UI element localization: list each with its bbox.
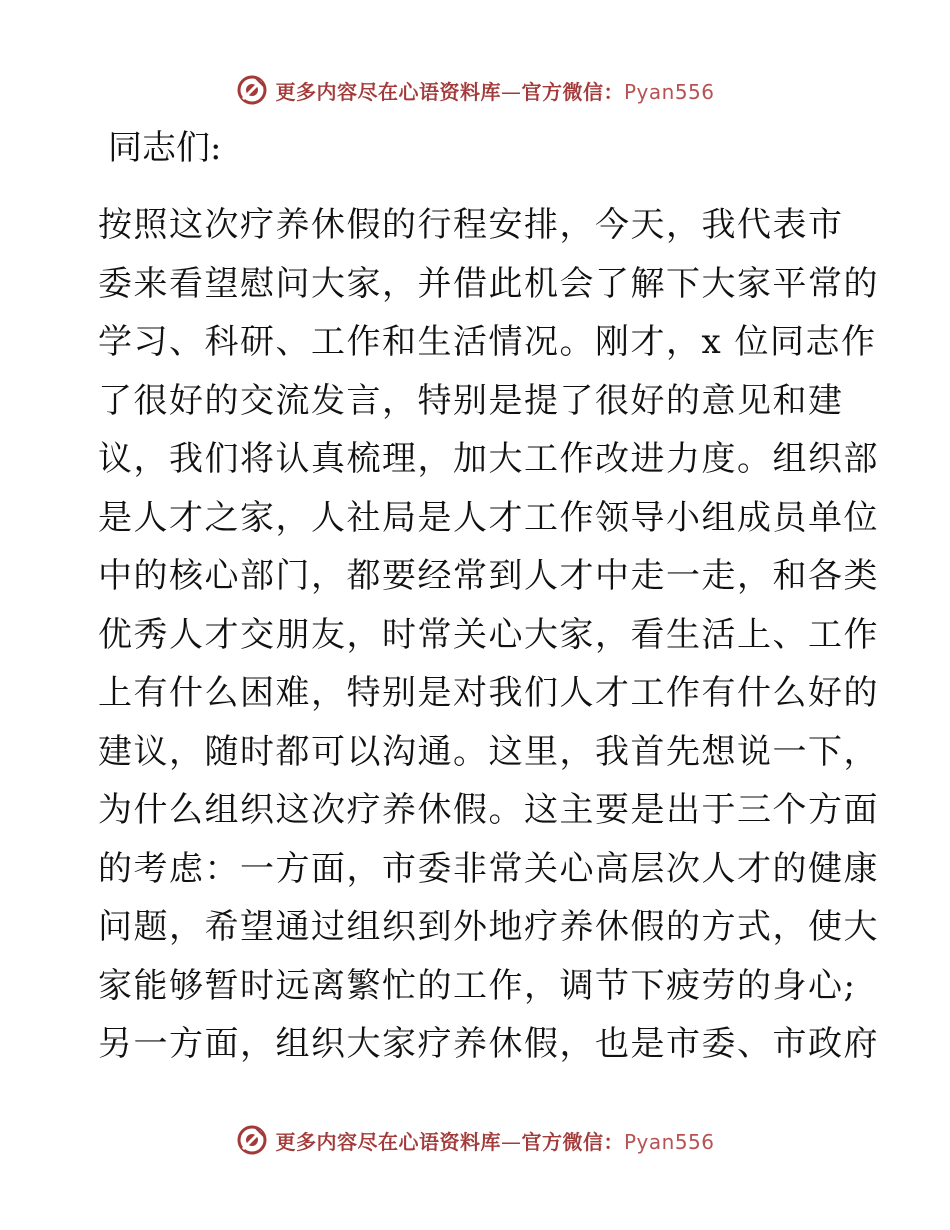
logo-icon [235, 1123, 269, 1157]
banner-text [275, 1126, 714, 1155]
text-line: 中的核心部门，都要经常到人才中走一走，和各类 [98, 556, 879, 596]
text-line: 另一方面，组织大家疗养休假，也是市委、市政府 [98, 1024, 879, 1064]
banner-text [275, 76, 714, 105]
text-line: 是人才之家，人社局是人才工作领导小组成员单位 [98, 497, 879, 538]
text-line: 优秀人才交朋友，时常关心大家，看生活上、工作 [98, 614, 879, 655]
text-line: 问题，希望通过组织到外地疗养休假的方式，使大 [98, 907, 879, 947]
banner-dash: — [500, 1129, 522, 1154]
logo-icon [235, 73, 269, 107]
paragraph [98, 196, 879, 1074]
wechat-id: Pyan556 [623, 79, 715, 104]
text-line: 学习、科研、工作和生活情况。刚才，x 位同志作 [98, 322, 877, 362]
header-banner [0, 70, 950, 110]
text-line: 了很好的交流发言，特别是提了很好的意见和建 [98, 380, 844, 421]
official-label: 官方微信： [521, 79, 624, 104]
text-line: 家能够暂时远离繁忙的工作，调节下疲劳的身心; [98, 965, 857, 1006]
text-line: 委来看望慰问大家，并借此机会了解下大家平常的 [98, 263, 879, 304]
brand-text: 更多内容尽在心语资料库 [275, 79, 501, 104]
document-body [98, 122, 879, 1074]
footer-banner [0, 1120, 950, 1160]
official-label: 官方微信： [521, 1129, 624, 1154]
text-line: 建议，随时都可以沟通。这里，我首先想说一下， [98, 731, 879, 772]
text-line: 议，我们将认真梳理，加大工作改进力度。组织部 [98, 439, 879, 479]
text-line: 按照这次疗养休假的行程安排，今天，我代表市 [98, 205, 844, 245]
brand-text: 更多内容尽在心语资料库 [275, 1129, 501, 1154]
wechat-id: Pyan556 [623, 1129, 715, 1154]
text-line: 的考虑：一方面，市委非常关心高层次人才的健康 [98, 848, 879, 889]
salutation: 同志们: [108, 128, 222, 168]
text-line: 为什么组织这次疗养休假。这主要是出于三个方面 [98, 790, 879, 830]
text-line: 上有什么困难，特别是对我们人才工作有什么好的 [98, 673, 879, 713]
banner-dash: — [500, 79, 522, 104]
